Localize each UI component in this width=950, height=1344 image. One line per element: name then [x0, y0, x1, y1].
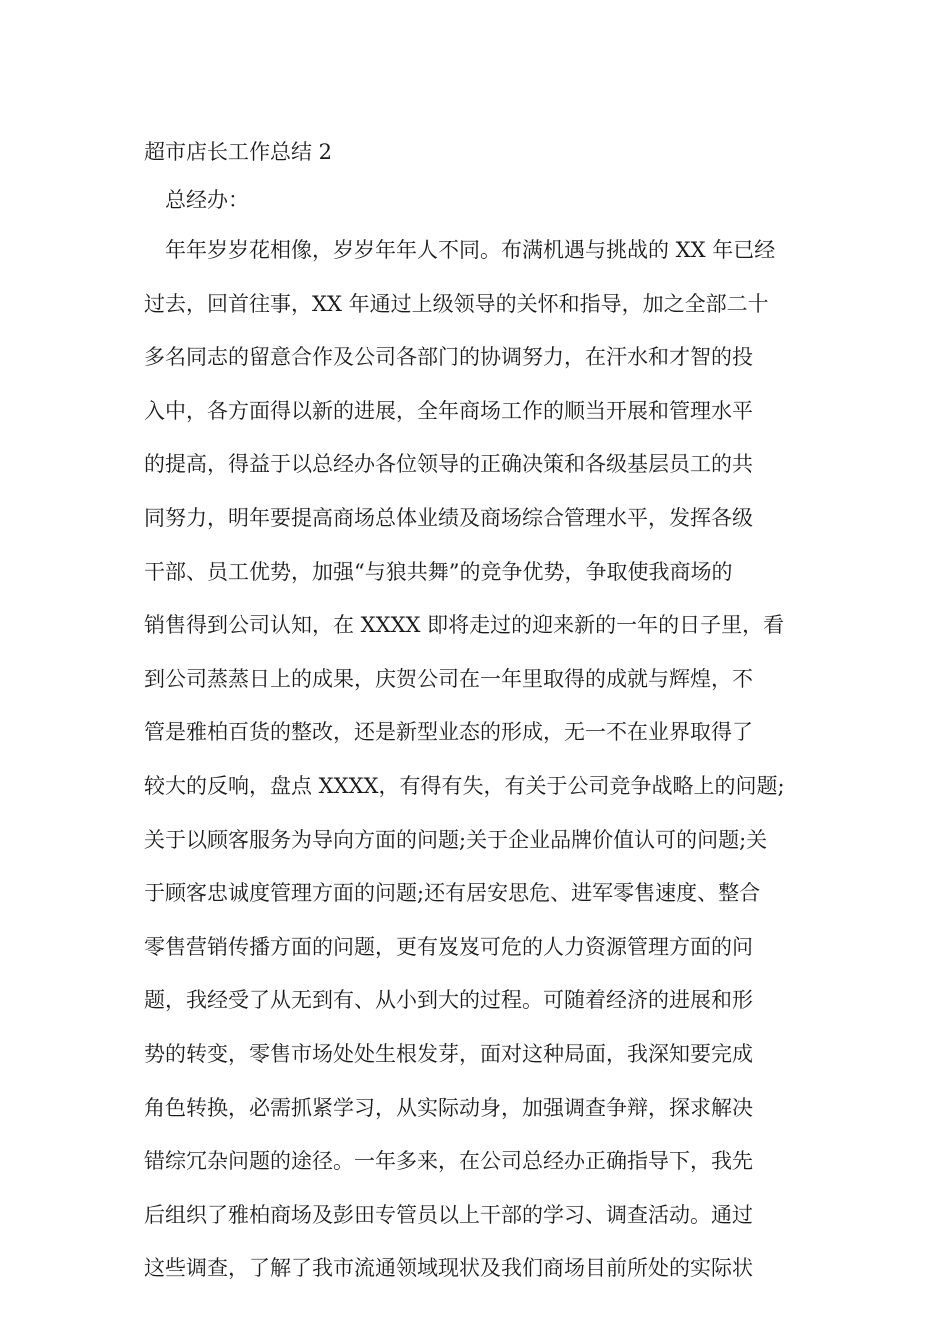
body-line: 后组织了雅柏商场及彭田专管员以上干部的学习、调查活动。通过	[144, 1202, 753, 1227]
body-line: 零售营销传播方面的问题，更有岌岌可危的人力资源管理方面的问	[144, 934, 753, 959]
body-line: 势的转变，零售市场处处生根发芽，面对这种局面，我深知要完成	[144, 1041, 753, 1066]
body-line: 的提高，得益于以总经办各位领导的正确决策和各级基层员工的共	[144, 452, 753, 477]
body-line: 管是雅柏百货的整改，还是新型业态的形成，无一不在业界取得了	[144, 720, 753, 745]
body-line: 过去，回首往事，XX 年通过上级领导的关怀和指导，加之全部二十	[144, 291, 769, 316]
body-paragraph	[144, 232, 824, 1304]
salutation: 总经办：	[165, 188, 249, 212]
body-line: 多名同志的留意合作及公司各部门的协调努力，在汗水和才智的投	[144, 345, 753, 370]
body-line: 角色转换，必需抓紧学习，从实际动身，加强调查争辩，探求解决	[144, 1095, 753, 1120]
body-line: 同努力，明年要提高商场总体业绩及商场综合管理水平，发挥各级	[144, 505, 753, 530]
body-line: 年年岁岁花相像，岁岁年年人不同。布满机遇与挑战的 XX 年已经	[165, 238, 776, 262]
body-line: 题，我经受了从无到有、从小到大的过程。可随着经济的进展和形	[144, 988, 753, 1013]
body-line: 较大的反响，盘点 XXXX，有得有失，有关于公司竞争战略上的问题;	[144, 773, 785, 798]
body-line: 错综冗杂问题的途径。一年多来，在公司总经办正确指导下，我先	[144, 1149, 753, 1174]
body-line: 入中，各方面得以新的进展，全年商场工作的顺当开展和管理水平	[144, 398, 753, 423]
document-title: 超市店长工作总结 2	[144, 140, 333, 164]
body-line: 关于以顾客服务为导向方面的问题;关于企业品牌价值认可的问题;关	[144, 827, 768, 852]
body-line: 干部、员工优势，加强“与狼共舞”的竞争优势，争取使我商场的	[144, 559, 733, 584]
body-line: 这些调查，了解了我市流通领域现状及我们商场目前所处的实际状	[144, 1256, 753, 1281]
body-line: 销售得到公司认知，在 XXXX 即将走过的迎来新的一年的日子里，看	[144, 613, 785, 638]
body-line: 于顾客忠诚度管理方面的问题;还有居安思危、进军零售速度、整合	[144, 881, 761, 906]
body-line: 到公司蒸蒸日上的成果，庆贺公司在一年里取得的成就与辉煌，不	[144, 666, 753, 691]
